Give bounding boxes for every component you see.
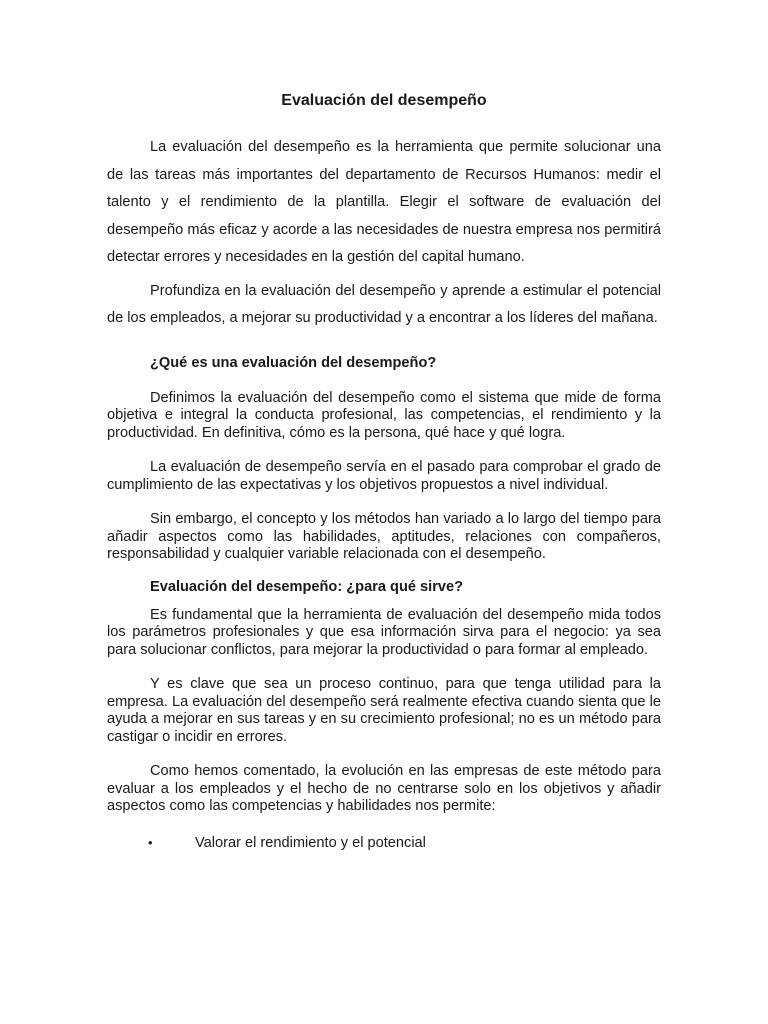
intro-paragraph-1: La evaluación del desempeño es la herramienta que permite solucionar una de las tareas más importantes del departamento de Recursos Humanos: medir el talento y el rendimiento de la plantilla. Elegir el software de evaluación del desempeño más eficaz y acorde a las necesidades de nuestra empresa nos permitirá detectar errores y necesidades en la gestión del capital humano.: [107, 139, 661, 265]
document-title: Evaluación del desempeño: [281, 92, 487, 109]
bullet-icon: •: [148, 834, 153, 850]
section1-paragraph-3: Sin embargo, el concepto y los métodos han variado a lo largo del tiempo para añadir aspectos como las habilidades, aptitudes, relaciones con compañeros, responsabilidad y cualquier variable relacionada con el desempeño.: [107, 511, 661, 562]
list-item-text: Valorar el rendimiento y el potencial: [195, 834, 426, 851]
section2-paragraph-2: Y es clave que sea un proceso continuo, para que tenga utilidad para la empresa. La evaluación del desempeño será realmente efectiva cuando sienta que le ayuda a mejorar en sus tareas y en su crecimiento profesional; no es un método para castigar o incidir en errores.: [107, 676, 661, 745]
bullet-list: [107, 833, 661, 853]
section2-paragraph-1: Es fundamental que la herramienta de evaluación del desempeño mida todos los parámetros profesionales y que esa información sirva para el negocio: ya sea para solucionar conflictos, para mejorar la productividad o para formar al empleado.: [107, 606, 661, 658]
list-item: [107, 833, 661, 853]
section-heading-purpose: Evaluación del desempeño: ¿para qué sirve?: [150, 578, 464, 595]
section-heading-what-is: ¿Qué es una evaluación del desempeño?: [150, 354, 437, 371]
section1-paragraph-2: La evaluación de desempeño servía en el pasado para comprobar el grado de cumplimiento de las expectativas y los objetivos propuestos a nivel individual.: [107, 459, 661, 493]
intro-paragraph-2: Profundiza en la evaluación del desempeño y aprende a estimular el potencial de los empleados, a mejorar su productividad y a encontrar a los líderes del mañana.: [107, 282, 661, 326]
section1-paragraph-1: Definimos la evaluación del desempeño como el sistema que mide de forma objetiva e integral la conducta profesional, las competencias, el rendimiento y la productividad. En definitiva, cómo es la persona, qué hace y qué logra.: [107, 389, 661, 441]
section2-paragraph-3: Como hemos comentado, la evolución en las empresas de este método para evaluar a los empleados y el hecho de no centrarse solo en los objetivos y añadir aspectos como las competencias y habilidades nos permite:: [107, 763, 661, 814]
